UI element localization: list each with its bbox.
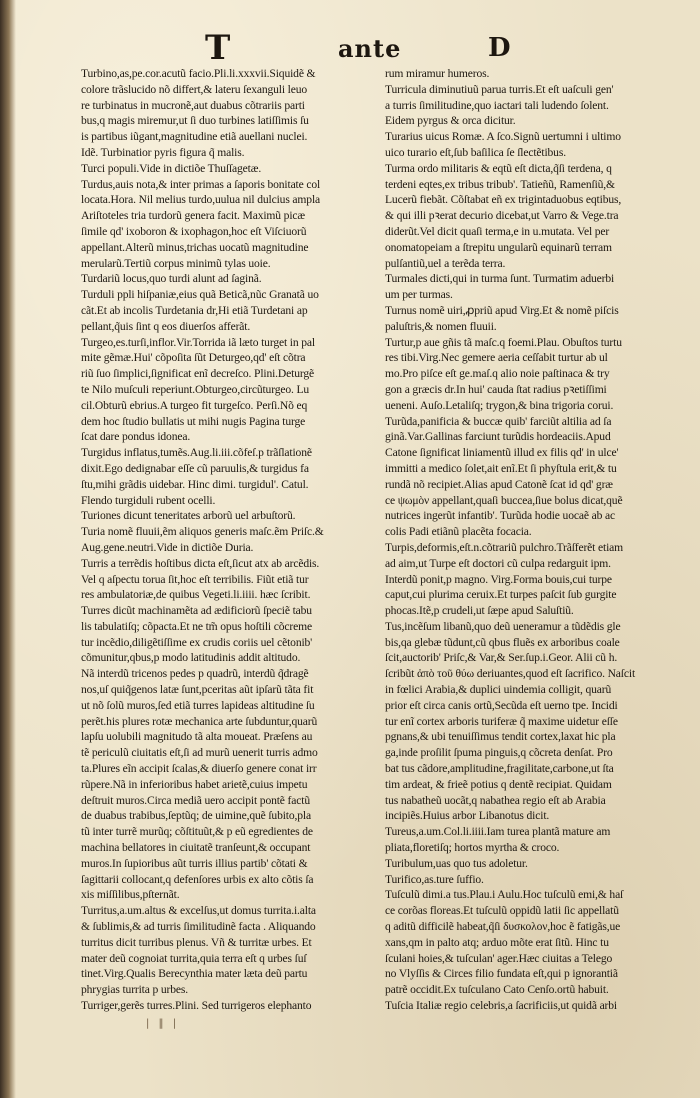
text-line: dem hoc ſtudio bullatis ut mihi nugis Pagina turge (81, 414, 306, 428)
text-line: ſcit,auctorib' Priſc,& Var,& Ser.ſup.i.Geor. Alii cũ h. (385, 651, 618, 665)
text-line: Catone ſignificat liniamentũ illud ex filis qd' in ulce' (385, 446, 619, 460)
text-line: Turgidus inflatus,tumẽs.Aug.li.iii.cõfeſ.p trãſlationẽ (81, 446, 312, 460)
text-line: ſculani hoies,& tuſculan' ager.Hæc ciuitas a Telego (385, 951, 613, 965)
text-line: Turiones dicunt teneritates arborũ uel arbuſtorũ. (81, 509, 296, 523)
text-line: tus nabatheũ uocãt,q nabathea regio eſt ab Arabia (385, 793, 606, 807)
right-text-column (385, 66, 669, 1014)
text-line: phocas.Itẽ,p crudeli,ut ſæpe apud Saluſtiũ. (385, 604, 574, 618)
text-line: pellant,q̃uis ſint q eos diuerſos afferãt. (81, 319, 251, 333)
text-line: & qui illi pꝛerat decurio dicebat,ut Varro & Vege.tra (385, 209, 619, 223)
text-line: res tibi.Virg.Nec gemere aeria ceſſabit turtur ab ul (385, 351, 608, 365)
text-line: Turduli ppli hiſpaniæ,eius quã Beticã,nũc Granatã uo (81, 288, 319, 302)
text-line: rundã nõ recipiet.Alias apud Catonẽ ſcat id qd' græ (385, 477, 613, 491)
text-line: rũpere.Nã in inferioribus habet arietẽ,cuius impetu (81, 777, 308, 791)
text-line: q aditũ difficilẽ habeat,q̃ſi δυσκολον,hoc ẽ fatigãs,ue (385, 920, 621, 934)
text-line: Interdũ ponit,p magno. Virg.Forma bouis,cui turpe (385, 572, 612, 586)
text-line: Tuſculũ dimi.a tus.Plau.i Aulu.Hoc tuſculũ emi,& haſ (385, 888, 624, 902)
text-line: turritus dicit turribus plenus. Vñ & turritæ urbes. Et (81, 935, 312, 949)
text-line: Turricula diminutiuũ parua turris.Et eſt uaſculi gen' (385, 82, 614, 96)
text-line: in fœlici Arabia,& duplici uindemia colligit, quarũ (385, 683, 612, 697)
text-line: Flendo turgiduli rubent ocelli. (81, 493, 216, 507)
text-line: deſtruit muros.Circa mediã uero accipit pontẽ factũ (81, 793, 310, 807)
text-line: paluſtris,& nomen fluuii. (385, 319, 497, 333)
text-line: locata.Hora. Nil melius turdo,uulua nil dulcius ampla (81, 193, 321, 207)
text-line: Tus,incẽſum libanũ,quo deũ ueneramur a tũdẽdis gle (385, 619, 621, 633)
text-line: ueneni. Auſo.Letaliſq; trygon,& bina trigoria corui. (385, 398, 614, 412)
text-line: bis,qa glebæ tũdunt,cũ qbus fluẽs ex arboribus coale (385, 635, 620, 649)
text-line: ce corõas floreas.Et tuſculũ oppidũ latii ſic appellatũ (385, 904, 619, 918)
text-line: riũ ſuo ſimplici,ſignificat enĩ decreſco. Plini.Deturgẽ (81, 367, 315, 381)
text-line: te Nilo muſculi reperiunt.Obturgeo,circũturgeo. Lu (81, 382, 310, 396)
text-line: de duabus trabibus,ſeptũq; de uimine,quẽ ſubito,pla (81, 809, 311, 823)
text-line: a turris ſimilitudine,quo iactari tali ludendo ſolent. (385, 98, 609, 112)
left-text-column (81, 66, 374, 1014)
text-line: ta.Plures eĩn accipit ſcalas,& diuerſo genere conat irr (81, 762, 317, 776)
text-line: Turma ordo militaris & eqtũ eſt dicta,q̃ſi terdena, q (385, 161, 612, 175)
text-line: onomatopeiam a ſtrepitu ungularũ equinarũ terram (385, 240, 612, 254)
text-line: merularũ.Tertiũ corpus minimũ tylas uoie. (81, 256, 271, 270)
text-line: perẽt.his plures rotæ mechanica arte ſubduntur,quarũ (81, 714, 318, 728)
text-line: uico turario eſt,ſub baſilica ſe ſlectẽtibus. (385, 145, 566, 159)
text-line: dixit.Ego dedignabar eſſe cũ paruulis,& turgidus fa (81, 461, 309, 475)
text-line: Turpis,deformis,eſt.n.cõtrariũ pulchro.Trãſferẽt etiam (385, 540, 624, 554)
text-line: Lucerũ fiebãt. Cõſtabat eñ ex trigintaduobus eqtibus, (385, 193, 622, 207)
text-line: re turbinatus in mucronẽ,aut duabus cõtrariis parti (81, 98, 305, 112)
text-line: Turris a terrẽdis hoſtibus dicta eſt,ſicut atx ab arcẽdis. (81, 556, 320, 570)
text-line: Turifico,as.ture ſuffio. (385, 872, 484, 886)
text-line: Turmales dicti,qui in turma ſunt. Turmatim aduerbi (385, 272, 615, 286)
text-line: Turibulum,uas quo tus adoletur. (385, 856, 528, 870)
text-line: Turbino,as,pe.cor.acutũ facio.Pli.li.xxxvii.Siquidẽ & (81, 67, 316, 80)
text-line: muros.In ſupioribus aũt turris illius partib' cõtati & (81, 856, 308, 870)
text-line: cil.Obturũ ebrius.A turgeo fit turgeſco. Perſi.Nõ eq (81, 398, 308, 412)
text-line: pgnans,& ubi tenuiſſimus tendit cortex,laxat hic pla (385, 730, 616, 744)
text-line: ſcat dare pondus idonea. (81, 430, 191, 444)
text-line: ſcribũt ἀπὸ τοῦ θύω deriuantes,quod eſt ſacrifico. Naſcit (385, 667, 636, 681)
text-line: tim ardeat, & frieẽ potius q dentẽ recipiat. Quidam (385, 777, 612, 791)
text-line: Vel q aſpectu torua ſit,hoc eſt terribilis. Fiũt etiã tur (81, 572, 309, 586)
text-line: Aug.gene.neutri.Vide in dictiõe Duria. (81, 540, 254, 554)
text-line: ſagittarii collocant,q defenſores urbis ex alto cõtis ſa (81, 872, 314, 886)
text-line: tinet.Virg.Qualis Berecynthia mater læta deũ partu (81, 967, 308, 981)
text-line: patrẽ occidit.Ex tuſculano Cato Cenſo.ortũ habuit. (385, 983, 609, 997)
text-line: Turdariũ locus,quo turdi alunt ad ſaginã. (81, 272, 262, 286)
text-line: Turres dicũt machinamẽta ad ædificiorũ ſpeciẽ tabu (81, 604, 312, 618)
text-line: xans,qm in palto atq; arduo mõte erat ſitũ. Hinc tu (385, 935, 609, 949)
text-line: diderũt.Vel dicit quaſi terma,e in u.mutata. Vel per (385, 224, 610, 238)
text-line: gon a græcis dr.In hui' cauda ſtat radius pꝛetiſſimi (385, 382, 607, 396)
text-line: Nã interdũ tricenos pedes p quadrũ, interdũ q̃dragẽ (81, 667, 309, 681)
text-line: colore trãslucido nõ differt,& lateru ſexanguli leuo (81, 82, 308, 96)
header-section-letter: T (205, 28, 231, 68)
text-line: lapſu uolubili magnitudo tã alta moueat. Præſens au (81, 730, 313, 744)
binding-gutter (0, 0, 16, 1098)
text-line: rum miramur humeros. (385, 67, 490, 80)
text-line: tũ inter turrẽ murũq; cõſtituũt,& p eũ egredientes de (81, 825, 313, 839)
text-line: prior eſt circa canis ortũ,Secũda eſt uerno tpe. Incidi (385, 698, 618, 712)
text-line: Turriger,gerẽs turres.Plini. Sed turrigeros elephanto (81, 999, 312, 1013)
text-line: Turritus,a.um.altus & excelſus,ut domus turrita.i.alta (81, 904, 316, 918)
text-line: Tureus,a.um.Col.li.iiii.Iam turea plantã mature am (385, 825, 611, 839)
footer-mark: | ‖ | (146, 1018, 180, 1029)
text-line: bus,q magis miremur,ut ſi duo turbines latiſſimis ſu (81, 114, 309, 128)
text-line: cãt.Et ab incolis Turdetania dr,Hi etiã Turdetani ap (81, 303, 308, 317)
text-line: ce ψωμὸν appellant,quaſi buccea,ſiue bolus dicat,quẽ (385, 493, 623, 507)
text-line: mo.Pro piſce eſt ge.maſ.q alio noie paſtinaca & try (385, 367, 610, 381)
text-line: colis Padi etiãnũ placẽta focacia. (385, 525, 532, 539)
text-line: Turia nomẽ fluuii,ẽm aliquos generis maſc.ẽm Priſc.& (81, 525, 324, 539)
text-line: phrygias turrita p urbes. (81, 983, 189, 997)
text-line: Idẽ. Turbinatior pyris figura q̃ malis. (81, 145, 245, 159)
text-line: Turdus,auis nota,& inter primas a ſaporis bonitate col (81, 177, 321, 191)
text-line: ut nõ ſolũ muros,ſed etiã turres lapideas altitudine ſu (81, 698, 315, 712)
text-line: Tuſcia Italiæ regio celebris,a ſacrificiis,ut quidã arbi (385, 999, 617, 1013)
text-line: tur enĩ cortex arboris turiferæ q̃ maxime uidetur eſſe (385, 714, 618, 728)
text-line: appellant.Alterũ minus,trichas uocatũ magnitudine (81, 240, 309, 254)
text-line: um per turmas. (385, 288, 453, 302)
text-line: machina bellatores in ciuitatẽ tranſeunt,& occupant (81, 841, 311, 855)
text-line: Ariſtoteles tria turdorũ genera facit. Maximũ picæ (81, 209, 305, 223)
text-line: immitti a medico ſolet,ait enĩ.Et ſi phyſtula erit,& tu (385, 461, 617, 475)
text-line: ad aim,ut Turpe eſt doctori cũ culpa redarguit ipm. (385, 556, 611, 570)
signature-mark: D (488, 33, 511, 63)
text-line: no Vlyſſis & Circes filio fundata eſt,qui p ignorantiã (385, 967, 618, 981)
header-catchword: ante (338, 34, 402, 63)
text-line: terdeni eqtes,ex tribus tribub'. Tatieñũ, Ramenſiũ,& (385, 177, 615, 191)
text-line: is partibus iũgant,magnitudine etiã auellani nuclei. (81, 130, 308, 144)
text-line: incipiẽs.Huius arbor Libanotus dicit. (385, 809, 550, 823)
text-line: & ſublimis,& ad turris ſimilitudinẽ facta . Aliquando (81, 920, 316, 934)
text-line: nutrices ingerũt infantib'. Turũda hodie uocaẽ ab ac (385, 509, 615, 523)
text-line: Turũda,panificia & buccæ quib' farciũt altilia ad ſa (385, 414, 612, 428)
text-line: Eidem pyrgus & orca dicitur. (385, 114, 516, 128)
text-line: lis tabulatiſq; cõpacta.Et ne tm̃ opus hoſtili cõcreme (81, 619, 312, 633)
text-line: mite gẽmæ.Hui' cõpoſita ſũt Deturgeo,qd' eſt cõtra (81, 351, 306, 365)
text-line: Turnus nomẽ uiri,ꝓpriũ apud Virg.Et & nomẽ piſcis (385, 303, 619, 317)
text-line: Turci populi.Vide in dictiõe Thuſſagetæ. (81, 161, 262, 175)
text-line: bat tus cãdore,amplitudine,fragilitate,carbone,ut ſta (385, 762, 614, 776)
text-line: ga,inde proſilit ſpuma pinguis,q cõcreta denſat. Pro (385, 746, 613, 760)
text-line: nos,uſ quiq̃genos latæ ſunt,pceritas aũt ipſarũ tãta fit (81, 683, 314, 697)
text-line: ginã.Var.Gallinas farciunt turũdis hordeaciis.Apud (385, 430, 611, 444)
text-line: Turarius uicus Romæ. A ſco.Signũ uertumni i ultimo (385, 130, 621, 144)
text-line: res ambulatoriæ,de quibus Vegeti.li.iiii. hæc ſcribit. (81, 588, 311, 602)
text-line: Turtur,p aue gñis tã maſc.q foemi.Plau. Obuſtos turtu (385, 335, 622, 349)
text-line: caput,cui plurima ceruix.Et turpes paſcit ſub gurgite (385, 588, 617, 602)
text-line: pliata,floretiſq; hortos myrtha & croco. (385, 841, 560, 855)
text-line: Turgeo,es.turſi,inflor.Vir.Torrida iã læto turget in pal (81, 335, 315, 349)
text-line: ſimile qd' ixoboron & ixophagon,hoc eſt Viſciuorũ (81, 224, 307, 238)
text-line: pulſantiũ,uel a terẽda terra. (385, 256, 506, 270)
text-line: tẽ periculũ ciuitatis eſt,ſi ad murũ uenerit turris admo (81, 746, 318, 760)
text-line: ſtu,mihi grãdis uidebar. Hinc dimi. turgidul'. Catul. (81, 477, 309, 491)
text-line: xis miſſilibus,pſternãt. (81, 888, 180, 902)
text-line: cõmunitur,qbus,p modo latitudinis addit altitudo. (81, 651, 301, 665)
text-line: tur incẽdio,diligẽtiſſime ex crudis coriis uel cẽtonib' (81, 635, 313, 649)
text-line: mater deũ cognoiat turrita,quia terra eſt q urbes ſuſ (81, 951, 307, 965)
